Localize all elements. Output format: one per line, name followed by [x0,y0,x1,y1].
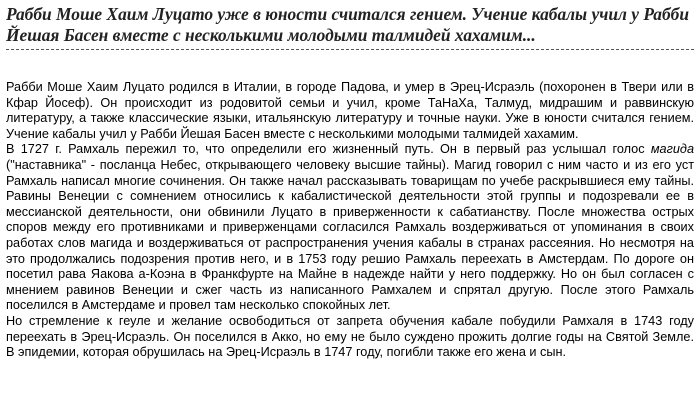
dashed-divider [6,49,694,50]
paragraph-3: Но стремление к геуле и желание освободиться от запрета обучения кабале побудили Рамхаля в 1743 году переехать в Эрец-Исраэль. Он поселился в Акко, но ему не было суждено прожить долгие годы на Святой Земле. В эпидемии, которая обрушилась на Эрец-Исраэль в 1747 году, погибли также его жена и сын. [6,313,694,360]
paragraph-2 [6,142,694,314]
magid-term: магида [650,142,694,157]
article-body [6,80,694,361]
paragraph-2-start: В 1727 г. Рамхаль пережил то, что определили его жизненный путь. Он в первый раз услышал голос [6,142,651,157]
paragraph-2-rest: ("наставника" - посланца Небес, открывающего человеку высшие тайны). Магид говорил с ним часто и из его уст Рамхаль написал многие сочинения. Он также начал рассказывать товарищам по учебе раскрывшиеся ему тайны. Равины Венеции с сомнением относились к кабалистической деятельности этой группы и подозревали ее в мессианской деятельности, они обвинили Луцато в приверженности к сабатианству. После множества острых споров между его противниками и приверженцами согласился Рамхаль воздерживаться от упоминания в своих работах слов магида и воздерживаться от распространения учения кабалы в странах рассеяния. Но несмотря на это продолжались подозрения против него, и в 1753 году решио Рамхаль переехать в Амстердам. По дороге он посетил рава Яакова а-Коэна в Франкфурте на Майне в надежде найти у него поддержку. Но он был согласен с мнением равинов Венеции и сжег часть из написанного Рамхалем и спрятал другую. После этого Рамхаль поселился в Амстердаме и провел там несколько спокойных лет. [6,157,694,313]
paragraph-1: Рабби Моше Хаим Луцато родился в Италии, в городе Падова, и умер в Эрец-Исраэль (похоронен в Твери или в Кфар Йосеф). Он происходит из родовитой семьи и учил, кроме ТаНаХа, Талмуд, мидрашим и раввинскую литературу, а также классические языки, итальянскую литературу и точные науки. Уже в юности считался гением. Учение кабалы учил у Рабби Йешая Басен вместе с несколькими молодыми талмидей хахамим. [6,80,694,141]
article-headline: Рабби Моше Хаим Луцато уже в юности считался гением. Учение кабалы учил у Рабби Йешая Басен вместе с несколькими молодыми талмидей хахамим... [6,4,690,45]
